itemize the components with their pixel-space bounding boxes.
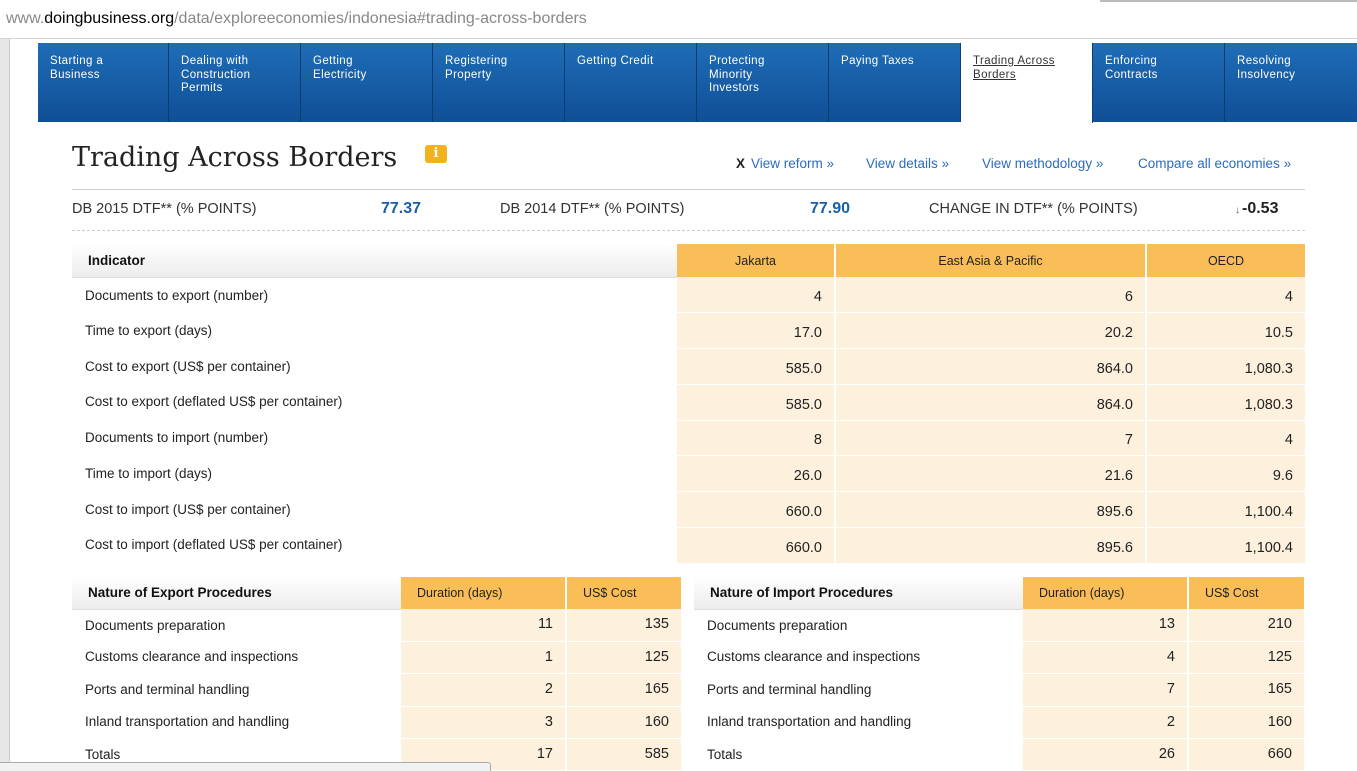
table-row (72, 420, 1305, 456)
row-value: 125 (566, 641, 681, 673)
row-value: 660 (1188, 739, 1304, 771)
view-reform-label: View reform » (751, 156, 835, 171)
row-value: 1,080.3 (1146, 349, 1305, 385)
row-value: 135 (566, 609, 681, 641)
table-row (72, 609, 681, 641)
import-procedures-table (694, 577, 1304, 771)
page-title: Trading Across Borders (72, 142, 398, 173)
row-value: 4 (1023, 641, 1188, 673)
column-header: Duration (days) (1023, 577, 1188, 609)
browser-address-bar[interactable] (0, 0, 1357, 39)
row-value: 8 (677, 420, 835, 456)
table-row (694, 706, 1304, 738)
row-label: Inland transportation and handling (85, 714, 290, 730)
row-value: 585 (566, 739, 681, 771)
column-header: OECD (1146, 244, 1305, 277)
row-value: 10.5 (1146, 313, 1305, 349)
down-arrow-icon: ↓ (1235, 205, 1240, 216)
tab-getting-electricity[interactable] (301, 43, 433, 122)
row-value: 660.0 (677, 492, 835, 528)
row-value: 2 (401, 674, 566, 706)
tab-starting-a-business[interactable] (38, 43, 169, 122)
row-value: 20.2 (835, 313, 1146, 349)
row-label: Totals (85, 746, 121, 762)
table-row (72, 527, 1305, 563)
row-label: Time to export (days) (85, 322, 213, 338)
table-row (694, 739, 1304, 771)
table-row (72, 641, 681, 673)
column-header: Duration (days) (401, 577, 566, 609)
column-header: East Asia & Pacific (835, 244, 1146, 277)
row-label: Inland transportation and handling (707, 714, 912, 730)
tab-getting-credit[interactable] (565, 43, 697, 122)
row-value: 210 (1188, 609, 1304, 641)
row-value: 165 (1188, 674, 1304, 706)
toolbar-edge (1100, 0, 1357, 2)
row-value: 3 (401, 706, 566, 738)
row-label: Cost to import (US$ per container) (85, 501, 291, 517)
table-row (72, 277, 1305, 313)
row-value: 660.0 (677, 527, 835, 563)
url-host: doingbusiness.org (44, 10, 175, 27)
row-value: 2 (1023, 706, 1188, 738)
change-label: CHANGE IN DTF** (% POINTS) (929, 201, 1138, 217)
row-value: 26 (1023, 739, 1188, 771)
table-header-row (72, 577, 681, 609)
row-label: Documents preparation (707, 617, 848, 633)
table-header-row (694, 577, 1304, 609)
topic-navigation (38, 43, 1357, 122)
tab-label: Resolving Insolvency (1237, 55, 1296, 81)
table-row (72, 384, 1305, 420)
table-row (694, 674, 1304, 706)
table-row (72, 492, 1305, 528)
row-value: 1 (401, 641, 566, 673)
tab-paying-taxes[interactable] (829, 43, 961, 122)
table-header-row (72, 244, 1305, 277)
table-row (72, 456, 1305, 492)
row-value: 1,080.3 (1146, 384, 1305, 420)
row-label: Time to import (days) (85, 465, 213, 481)
row-value: 11 (401, 609, 566, 641)
close-x-icon: X (736, 156, 746, 171)
row-value: 160 (566, 706, 681, 738)
column-header: Nature of Import Procedures (694, 577, 1023, 609)
row-value: 864.0 (835, 384, 1146, 420)
url-text[interactable] (6, 10, 587, 28)
import-rows (694, 609, 1304, 771)
table-row (72, 706, 681, 738)
row-value: 4 (1146, 277, 1305, 313)
column-header: US$ Cost (1188, 577, 1304, 609)
tab-label: Registering Property (445, 55, 508, 81)
row-value: 4 (1146, 420, 1305, 456)
export-rows (72, 609, 681, 771)
column-header: Jakarta (677, 244, 835, 277)
tab-label: Protecting Minority Investors (709, 55, 765, 94)
change-value (1235, 200, 1278, 218)
tab-protecting-minority-investors[interactable] (697, 43, 829, 122)
row-label: Customs clearance and inspections (707, 649, 921, 665)
tab-label: Trading Across Borders (973, 55, 1055, 81)
row-value: 9.6 (1146, 456, 1305, 492)
row-value: 895.6 (835, 527, 1146, 563)
tab-label: Getting Electricity (313, 55, 367, 81)
compare-all-economies-link[interactable]: Compare all economies » (1138, 156, 1292, 171)
row-value: 1,100.4 (1146, 527, 1305, 563)
row-label: Cost to import (deflated US$ per container) (85, 537, 343, 553)
tab-label: Getting Credit (577, 55, 654, 67)
tab-enforcing-contracts[interactable] (1093, 43, 1225, 122)
row-value: 585.0 (677, 384, 835, 420)
tab-trading-across-borders[interactable] (961, 43, 1093, 123)
row-value: 864.0 (835, 349, 1146, 385)
db2015-value: 77.37 (381, 200, 422, 217)
row-value: 17 (401, 739, 566, 771)
table-row (72, 674, 681, 706)
dtf-summary (72, 189, 1305, 231)
row-value: 165 (566, 674, 681, 706)
column-header: Indicator (72, 244, 677, 277)
db2014-value: 77.90 (810, 200, 851, 217)
change-number: -0.53 (1242, 200, 1279, 217)
indicator-table (72, 244, 1305, 564)
table-row (72, 313, 1305, 349)
db2015-label: DB 2015 DTF** (% POINTS) (72, 201, 257, 217)
tab-label: Enforcing Contracts (1105, 55, 1158, 81)
info-icon[interactable]: i (425, 145, 447, 163)
row-value: 26.0 (677, 456, 835, 492)
row-label: Customs clearance and inspections (85, 649, 299, 665)
row-value: 17.0 (677, 313, 835, 349)
tab-resolving-insolvency[interactable] (1225, 43, 1357, 122)
row-label: Cost to export (deflated US$ per container) (85, 394, 343, 410)
row-label: Documents preparation (85, 617, 226, 633)
table-row (694, 609, 1304, 641)
url-prefix: www. (6, 10, 45, 27)
row-value: 7 (835, 420, 1146, 456)
row-value: 1,100.4 (1146, 492, 1305, 528)
row-label: Totals (707, 746, 743, 762)
tab-registering-property[interactable] (433, 43, 565, 122)
row-value: 585.0 (677, 349, 835, 385)
indicator-rows (72, 277, 1305, 563)
row-label: Ports and terminal handling (85, 681, 250, 697)
tab-dealing-with-construction-permits[interactable] (169, 43, 301, 122)
url-path: /data/exploreeconomies/indonesia#trading-across-borders (174, 10, 587, 27)
left-window-edge (0, 39, 10, 770)
row-value: 7 (1023, 674, 1188, 706)
row-label: Ports and terminal handling (707, 681, 872, 697)
row-value: 21.6 (835, 456, 1146, 492)
tab-label: Paying Taxes (841, 55, 914, 67)
column-header: Nature of Export Procedures (72, 577, 401, 609)
table-row (694, 641, 1304, 673)
view-methodology-link[interactable]: View methodology » (982, 156, 1104, 171)
row-label: Cost to export (US$ per container) (85, 358, 291, 374)
row-label: Documents to export (number) (85, 287, 269, 303)
view-details-link[interactable]: View details » (866, 156, 950, 171)
row-label: Documents to import (number) (85, 430, 269, 445)
table-row (72, 349, 1305, 385)
tab-label: Dealing with Construction Permits (181, 55, 251, 94)
view-reform-link[interactable] (736, 156, 834, 171)
row-value: 895.6 (835, 492, 1146, 528)
tab-label: Starting a Business (50, 55, 104, 81)
row-value: 4 (677, 277, 835, 313)
db2014-label: DB 2014 DTF** (% POINTS) (500, 201, 685, 217)
row-value: 13 (1023, 609, 1188, 641)
column-header: US$ Cost (566, 577, 681, 609)
export-procedures-table (72, 577, 681, 771)
row-value: 125 (1188, 641, 1304, 673)
row-value: 160 (1188, 706, 1304, 738)
row-value: 6 (835, 277, 1146, 313)
